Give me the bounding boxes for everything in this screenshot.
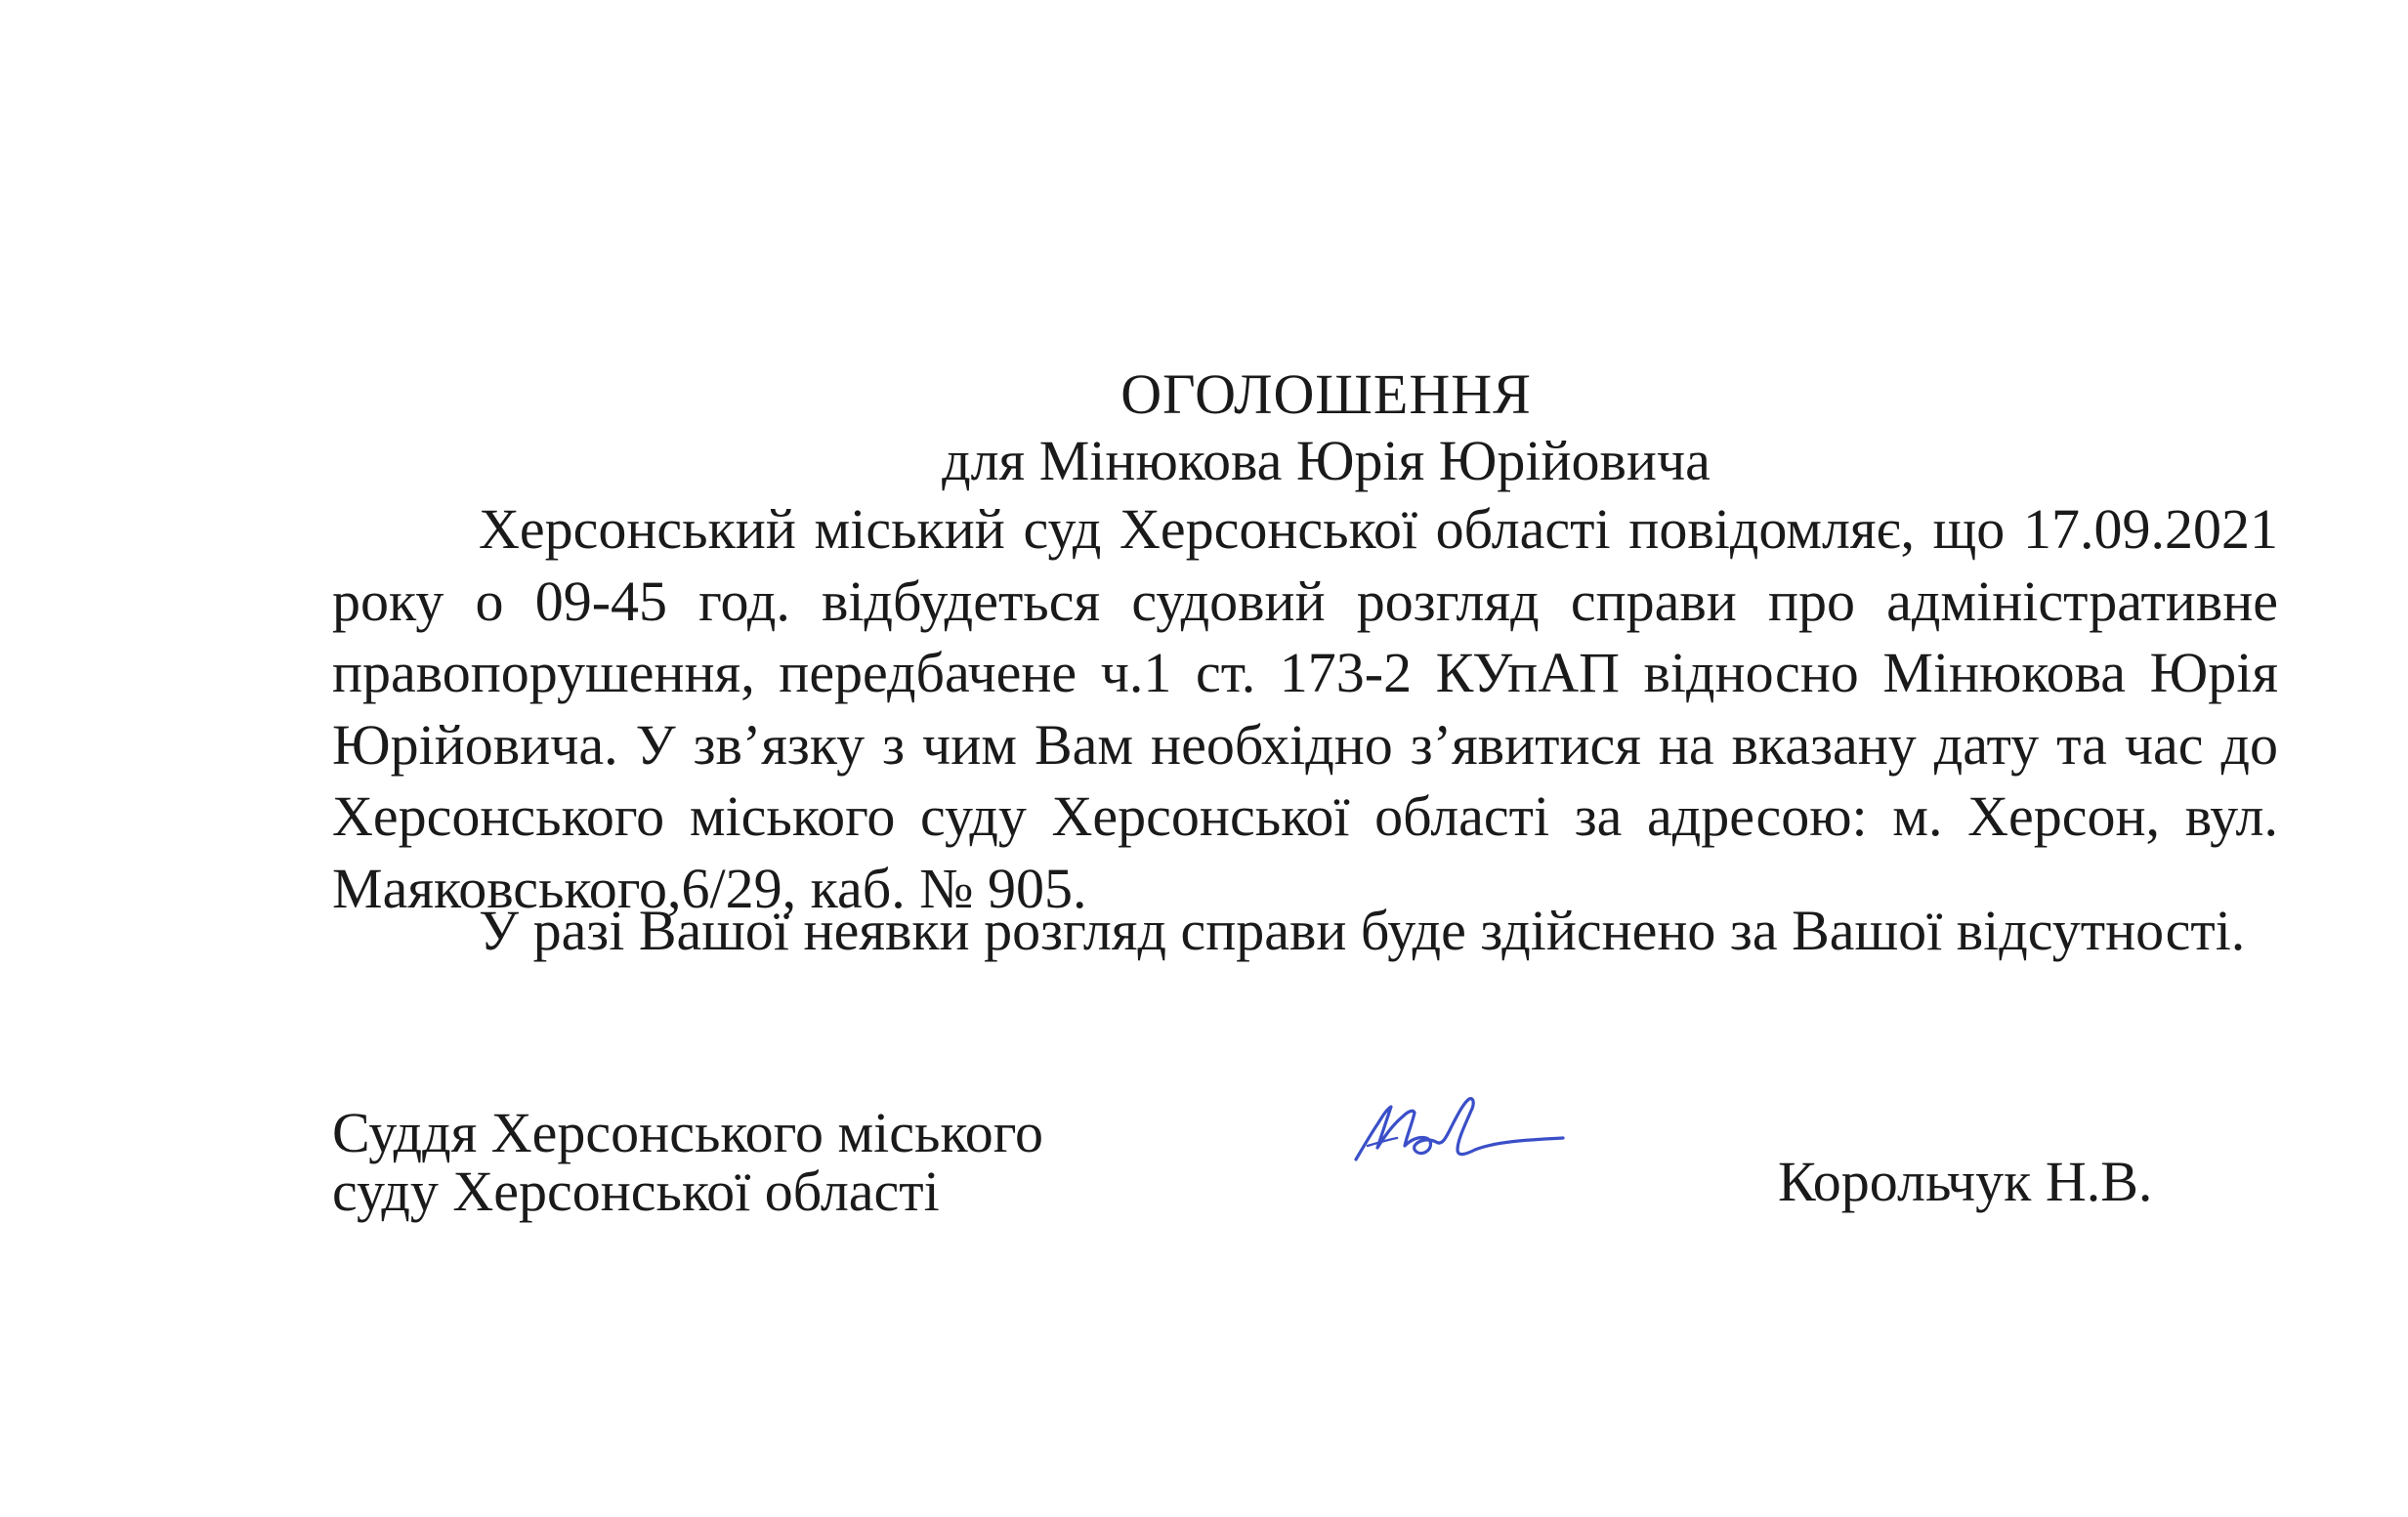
- announcement-body: [332, 493, 2278, 924]
- announcement-paragraph: Херсонський міський суд Херсонської області повідомляє, що 17.09.2021 року о 09-45 год. відбудеться судовий розгляд справи про адміністративне правопорушення, передбачене ч.1 ст. 173-2 КУпАП відносно Мінюкова Юрія Юрійовича. У зв’язку з чим Вам необхідно з’явитися на вказану дату та час до Херсонського міського суду Херсонської області за адресою: м. Херсон, вул. Маяковського,6/29, каб. № 905.: [332, 497, 2278, 920]
- judge-name: Корольчук Н.В.: [1778, 1150, 2153, 1213]
- handwritten-signature: [1348, 1089, 1592, 1177]
- closing-paragraph: У разі Вашої неявки розгляд справи буде здійснено за Вашої відсутності.: [479, 899, 2246, 962]
- judge-position-line-1: Суддя Херсонського міського: [332, 1101, 1044, 1164]
- addressee-line: для Мінюкова Юрія Юрійовича: [942, 429, 1711, 492]
- judge-position: [332, 1101, 1044, 1223]
- document-title: ОГОЛОШЕННЯ: [1120, 362, 1532, 426]
- judge-position-line-2: суду Херсонської області: [332, 1159, 940, 1223]
